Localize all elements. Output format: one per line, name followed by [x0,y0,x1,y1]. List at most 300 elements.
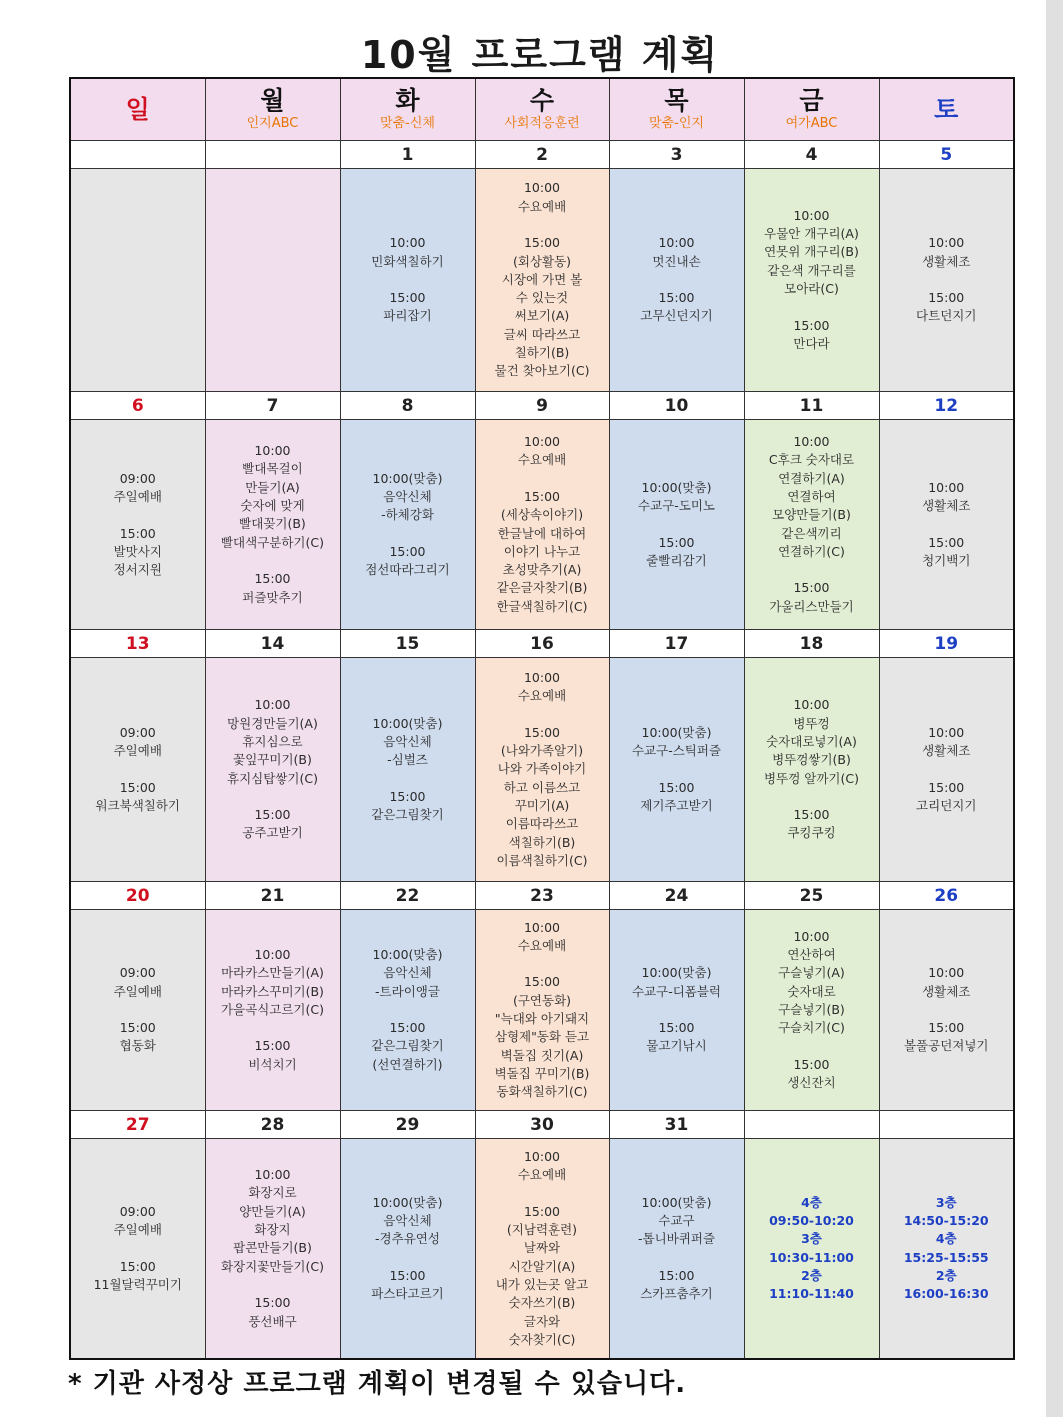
activity-line: 고무신던지기 [640,308,713,324]
activity-line: 10:00(맞춤) [372,470,443,486]
activity-row [70,1139,1014,1360]
activity-line: 수교구-도미노 [638,498,715,514]
weekday-label: 수 [529,85,555,115]
activity-row [70,420,1014,630]
activity-line: 15:00 [389,1267,426,1283]
activity-line [476,216,609,234]
activity-cell [70,169,205,392]
activity-line: 나와 가족이야기 [497,761,587,777]
activity-line: 글자와 [523,1313,561,1329]
activity-line: 4층 [935,1231,957,1247]
activity-line: 벽돌집 짓기(A) [500,1047,584,1063]
activity-line: 모양만들기(B) [772,507,851,523]
program-category-label: 맞춤-인지 [649,115,704,131]
activity-line: 모아라(C) [784,281,839,296]
activity-line: 10:00(맞춤) [372,1194,443,1210]
activity-cell [744,420,879,630]
activity-line: 한글날에 대하여 [497,525,587,541]
activity-line: 11:10-11:40 [769,1286,854,1302]
date-number [70,141,205,169]
activity-line: 워크북색칠하기 [95,797,181,813]
activity-line [610,1249,744,1267]
calendar-body [70,78,1014,1359]
activity-line: 15:00 [254,571,291,587]
activity-cell [340,910,475,1111]
activity-line: 15:00 [793,1056,830,1072]
activity-line: 휴지심탑쌓기(C) [227,770,318,786]
date-number: 3 [609,141,744,169]
date-number: 14 [205,630,340,658]
activity-line: 수요예배 [517,1167,567,1183]
activity-line: 10:00 [658,235,695,251]
date-number: 4 [744,141,879,169]
activity-line: 우물안 개구리(A) [764,226,859,242]
activity-line: 10:00 [928,479,965,495]
activity-cell [340,1139,475,1360]
activity-line: 15:00 [119,1258,156,1274]
date-number [879,1111,1014,1139]
activity-line: 수교구 [658,1212,695,1228]
page-edge-strip [1046,0,1063,1417]
activity-line: -경추유연성 [375,1231,440,1247]
activity-line: 10:00 [793,697,830,713]
activity-line: 15:00 [523,724,561,740]
activity-line: 4층 [801,1194,822,1210]
activity-cell [475,420,609,630]
program-category-label: 맞춤-신체 [380,115,435,131]
weekday-header-row [70,78,1014,141]
date-number: 17 [609,630,744,658]
activity-line: 수 있는것 [515,290,569,306]
activity-line: 줄빨리감기 [646,552,707,568]
activity-line: 써보기(A) [514,308,570,324]
activity-line [71,760,205,778]
date-number: 8 [340,392,475,420]
weekday-header-cell [609,78,744,141]
activity-line: 숫자에 맞게 [240,498,305,514]
activity-line: 같은색끼리 [781,525,842,541]
activity-line: 10:00 [254,443,291,459]
activity-line [206,1276,340,1294]
activity-line: 15:00 [658,1267,695,1283]
activity-cell [205,910,340,1111]
activity-line: 15:00 [523,974,561,990]
date-number: 20 [70,882,205,910]
activity-line [880,1001,1014,1019]
activity-line [341,271,475,289]
program-category-label: 사회적응훈련 [504,115,580,131]
date-number: 23 [475,882,609,910]
activity-line: (구연동화) [512,992,572,1008]
activity-line: 삼형제"동화 듣고 [494,1029,590,1045]
activity-line: 음악신체 [383,488,432,504]
activity-line: 10:00(맞춤) [641,965,712,981]
date-number: 29 [340,1111,475,1139]
activity-line: 10:00 [928,724,965,740]
activity-line: 비석치기 [248,1056,297,1072]
activity-cell [609,1139,744,1360]
activity-line: 10:00(맞춤) [641,724,712,740]
activity-line: 10:00(맞춤) [372,946,443,962]
activity-line: 15:00 [389,543,426,559]
activity-line: 숫자쓰기(B) [508,1295,576,1311]
activity-line: 10:00(맞춤) [641,479,712,495]
date-row [70,392,1014,420]
activity-cell [609,658,744,882]
activity-line: 연못위 개구리(B) [764,244,859,260]
activity-line: 09:00 [119,724,156,740]
activity-cell [340,420,475,630]
activity-line: 10:00 [793,928,830,944]
activity-line: 음악신체 [383,965,432,981]
activity-line: 15:00 [658,534,695,550]
weekday-header-cell [340,78,475,141]
date-number: 22 [340,882,475,910]
activity-cell [879,420,1014,630]
activity-line: 10:00 [523,434,561,450]
activity-cell [70,1139,205,1360]
activity-line: 15:00 [658,779,695,795]
activity-line: 15:00 [928,290,965,306]
activity-line: 글씨 따라쓰고 [503,326,581,342]
weekday-label: 화 [395,85,420,115]
activity-line: 가울리스만들기 [769,598,854,614]
activity-cell [879,169,1014,392]
activity-line: 발맛사지 [113,543,162,559]
activity-line: 3층 [801,1231,822,1247]
date-number: 6 [70,392,205,420]
activity-line: 병뚜껑 알까기(C) [764,770,859,786]
activity-line: 하고 이름쓰고 [503,779,581,795]
activity-line [71,1239,205,1257]
activity-line: 수요예배 [517,688,567,704]
activity-line: 음악신체 [383,733,432,749]
activity-cell [340,169,475,392]
date-number [205,141,340,169]
activity-cell [475,169,609,392]
activity-line: 팝콘만들기(B) [233,1240,312,1256]
activity-line: 연결하여 [787,488,836,504]
activity-line: 연산하여 [787,946,836,962]
activity-line [476,705,609,723]
activity-line: 14:50-15:20 [903,1212,989,1228]
activity-line: (나와가족알기) [500,743,584,759]
activity-line [476,470,609,488]
activity-line: 빨대목걸이 [242,461,303,477]
activity-row [70,169,1014,392]
activity-line: (지남력훈련) [506,1222,578,1238]
activity-line: 날짜와 [523,1240,561,1256]
activity-line: -트라이앵글 [375,983,440,999]
date-number: 25 [744,882,879,910]
activity-line: 초성맞추기(A) [502,562,582,578]
activity-line: 생활체조 [922,983,971,999]
activity-line: 마라카스만들기(A) [221,965,324,981]
weekday-header-cell [70,78,205,141]
weekday-header-cell [475,78,609,141]
activity-line [610,1001,744,1019]
activity-line: (선연결하기) [372,1056,443,1072]
activity-row [70,910,1014,1111]
activity-line: 양만들기(A) [239,1203,306,1219]
activity-line: 10:00(맞춤) [372,715,443,731]
activity-line [745,298,879,316]
activity-line [745,561,879,579]
activity-line: 만들기(A) [245,479,300,495]
date-number: 7 [205,392,340,420]
activity-line: 공주고받기 [242,825,303,841]
activity-line: 주일예배 [113,1222,162,1238]
activity-line: -하체강화 [381,507,434,523]
activity-line [610,271,744,289]
activity-line: 15:00 [793,807,830,823]
activity-line: 15:00 [928,779,965,795]
activity-line: 퍼즐맞추기 [242,589,303,605]
activity-line: 점선따라그리기 [365,562,450,578]
activity-line: 15:00 [928,534,965,550]
activity-cell [609,910,744,1111]
activity-line: 동화색칠하기(C) [496,1084,588,1100]
activity-line: 이름색칠하기(C) [496,852,588,868]
weekday-header-cell [205,78,340,141]
date-number [744,1111,879,1139]
activity-line: 09:00 [119,965,156,981]
activity-line: 주일예배 [113,488,162,504]
activity-line: 병뚜껑 [793,715,830,731]
activity-line: 10:00 [254,1167,291,1183]
activity-line: 15:00 [523,488,561,504]
date-number: 19 [879,630,1014,658]
activity-line: 꾸미기(A) [514,797,570,813]
activity-line: 15:00 [389,290,426,306]
weekday-label: 토 [934,94,959,124]
activity-line: 수요예배 [517,937,567,953]
activity-line: 같은그림찾기 [371,807,444,823]
date-number: 26 [879,882,1014,910]
activity-line: 수교구-디폼블럭 [631,983,722,999]
activity-line: 3층 [935,1194,957,1210]
activity-line: 망원경만들기(A) [227,715,318,731]
activity-line [341,1249,475,1267]
activity-line: 15:00 [119,1020,156,1036]
activity-line: 주일예배 [113,743,162,759]
activity-cell [70,658,205,882]
date-row [70,630,1014,658]
activity-line: 파리잡기 [383,308,432,324]
activity-line: 15:00 [928,1020,965,1036]
date-number: 11 [744,392,879,420]
activity-cell [879,658,1014,882]
date-number: 15 [340,630,475,658]
activity-line: 고리던지기 [916,797,977,813]
date-row [70,141,1014,169]
activity-cell [879,910,1014,1111]
activity-line: 연결하기(A) [778,470,845,486]
activity-line: 15:00 [523,235,561,251]
activity-line [880,271,1014,289]
activity-line: 10:00 [793,434,830,450]
activity-line: 청기백기 [922,552,971,568]
activity-line [745,788,879,806]
weekday-label: 일 [125,94,150,124]
activity-line: 같은그림찾기 [371,1038,444,1054]
activity-line: 15:00 [254,1295,291,1311]
activity-line: 수요예배 [517,198,567,214]
date-number: 24 [609,882,744,910]
activity-cell [879,1139,1014,1360]
activity-line: 이름따라쓰고 [505,816,579,832]
activity-cell [744,910,879,1111]
activity-line [341,1001,475,1019]
activity-line: 15:00 [254,1038,291,1054]
activity-line: 파스타고르기 [371,1286,444,1302]
date-number: 21 [205,882,340,910]
activity-line: 10:00 [254,946,291,962]
activity-line: 정서지원 [113,562,162,578]
activity-line: 10:00 [523,669,561,685]
program-category-label: 여가ABC [785,115,838,131]
activity-line [341,525,475,543]
activity-line: 수교구-스틱퍼즐 [631,743,722,759]
date-number: 18 [744,630,879,658]
activity-line: 한글색칠하기(C) [496,598,588,614]
activity-line: 생활체조 [922,253,971,269]
activity-cell [475,910,609,1111]
activity-line: 숫자대로넣기(A) [766,733,857,749]
activity-line: 시장에 가면 볼 [501,271,583,287]
activity-line [610,515,744,533]
activity-line: "늑대와 아기돼지 [494,1011,590,1026]
date-number: 30 [475,1111,609,1139]
activity-cell [475,1139,609,1360]
activity-line: 2층 [801,1267,822,1283]
activity-line [476,955,609,973]
weekday-label: 월 [260,85,285,115]
activity-line: 병뚜껑쌓기(B) [772,752,851,768]
activity-line: 주일예배 [113,983,162,999]
activity-line: 화장지 [254,1222,291,1238]
activity-line: 15:00 [523,1203,561,1219]
activity-line: 10:00 [254,697,291,713]
activity-line: 휴지심으로 [242,733,303,749]
activity-line: 민화색칠하기 [371,253,444,269]
date-number: 1 [340,141,475,169]
activity-line: 생활체조 [922,498,971,514]
activity-cell [205,1139,340,1360]
activity-line: 구슬치기(C) [778,1020,845,1036]
activity-line: 숫자대로 [787,983,836,999]
activity-line: 쿠킹쿠킹 [787,825,836,841]
activity-line: 숫자찾기(C) [508,1331,576,1347]
activity-line: 15:00 [119,779,156,795]
activity-line: 15:00 [119,525,156,541]
activity-line: 스카프춤추기 [640,1286,713,1302]
activity-cell [205,169,340,392]
activity-cell [744,658,879,882]
activity-line [476,1184,609,1202]
activity-line: 10:00 [523,919,561,935]
activity-cell [205,658,340,882]
activity-line: 가을곡식고르기(C) [220,1001,324,1017]
activity-line: 생신잔치 [787,1075,836,1091]
date-number: 2 [475,141,609,169]
activity-line: 풍선배구 [248,1313,297,1329]
activity-cell [609,420,744,630]
activity-cell [744,1139,879,1360]
activity-line: 칠하기(B) [514,345,570,361]
activity-line: 10:00(맞춤) [641,1194,712,1210]
activity-cell [205,420,340,630]
activity-line: 볼풀공던져넣기 [903,1038,989,1054]
date-number: 16 [475,630,609,658]
activity-line: 멋진내손 [652,253,701,269]
activity-line: 내가 있는곳 알고 [495,1276,589,1292]
activity-line: 15:00 [793,317,830,333]
activity-line [880,515,1014,533]
activity-cell [609,169,744,392]
activity-line: 10:00 [389,235,426,251]
date-number: 13 [70,630,205,658]
activity-line: 빨대꽂기(B) [239,516,306,532]
date-number: 28 [205,1111,340,1139]
activity-line [206,552,340,570]
activity-line: 음악신체 [383,1212,432,1228]
activity-line: 10:00 [928,965,965,981]
date-number: 12 [879,392,1014,420]
activity-line: 만다라 [793,335,830,351]
activity-cell [70,910,205,1111]
activity-line: (회상활동) [512,253,572,269]
activity-line: 15:00 [389,788,426,804]
activity-line: 2층 [935,1267,957,1283]
date-number: 31 [609,1111,744,1139]
activity-row [70,658,1014,882]
activity-line: 09:00 [119,1203,156,1219]
activity-line: 10:00 [793,207,830,223]
date-number: 9 [475,392,609,420]
date-number: 27 [70,1111,205,1139]
activity-line: 11월달력꾸미기 [93,1276,182,1292]
activity-line: 09:00 [119,470,156,486]
activity-line: 10:00 [523,1148,561,1164]
activity-line: 시간알기(A) [508,1258,576,1274]
weekday-header-cell [879,78,1014,141]
activity-line [206,788,340,806]
activity-line: 마라카스꾸미기(B) [221,983,324,999]
activity-line: 벽돌집 꾸미기(B) [494,1065,590,1081]
activity-line: 15:00 [658,290,695,306]
activity-line: 색칠하기(B) [508,834,576,850]
activity-line: 15:00 [793,580,830,596]
activity-line [610,760,744,778]
activity-line: 15:00 [389,1020,426,1036]
activity-cell [744,169,879,392]
activity-line: -톱니바퀴퍼즐 [638,1231,715,1247]
activity-line: 화장지꽃만들기(C) [220,1258,324,1274]
program-calendar [69,77,1015,1360]
program-category-label: 인지ABC [246,115,299,131]
activity-line [880,760,1014,778]
footnote: * 기관 사정상 프로그램 계획이 변경될 수 있습니다. [68,1369,687,1399]
activity-line: 꽃잎꾸미기(B) [233,752,312,768]
activity-line: 물건 찾아보기(C) [494,363,590,379]
activity-line: 15:00 [254,807,291,823]
activity-cell [340,658,475,882]
activity-line: 같은글자찾기(B) [496,580,588,596]
activity-line: 같은색 개구리를 [767,262,856,278]
activity-line: 제기주고받기 [640,797,713,813]
activity-line: -심벌즈 [387,752,428,768]
